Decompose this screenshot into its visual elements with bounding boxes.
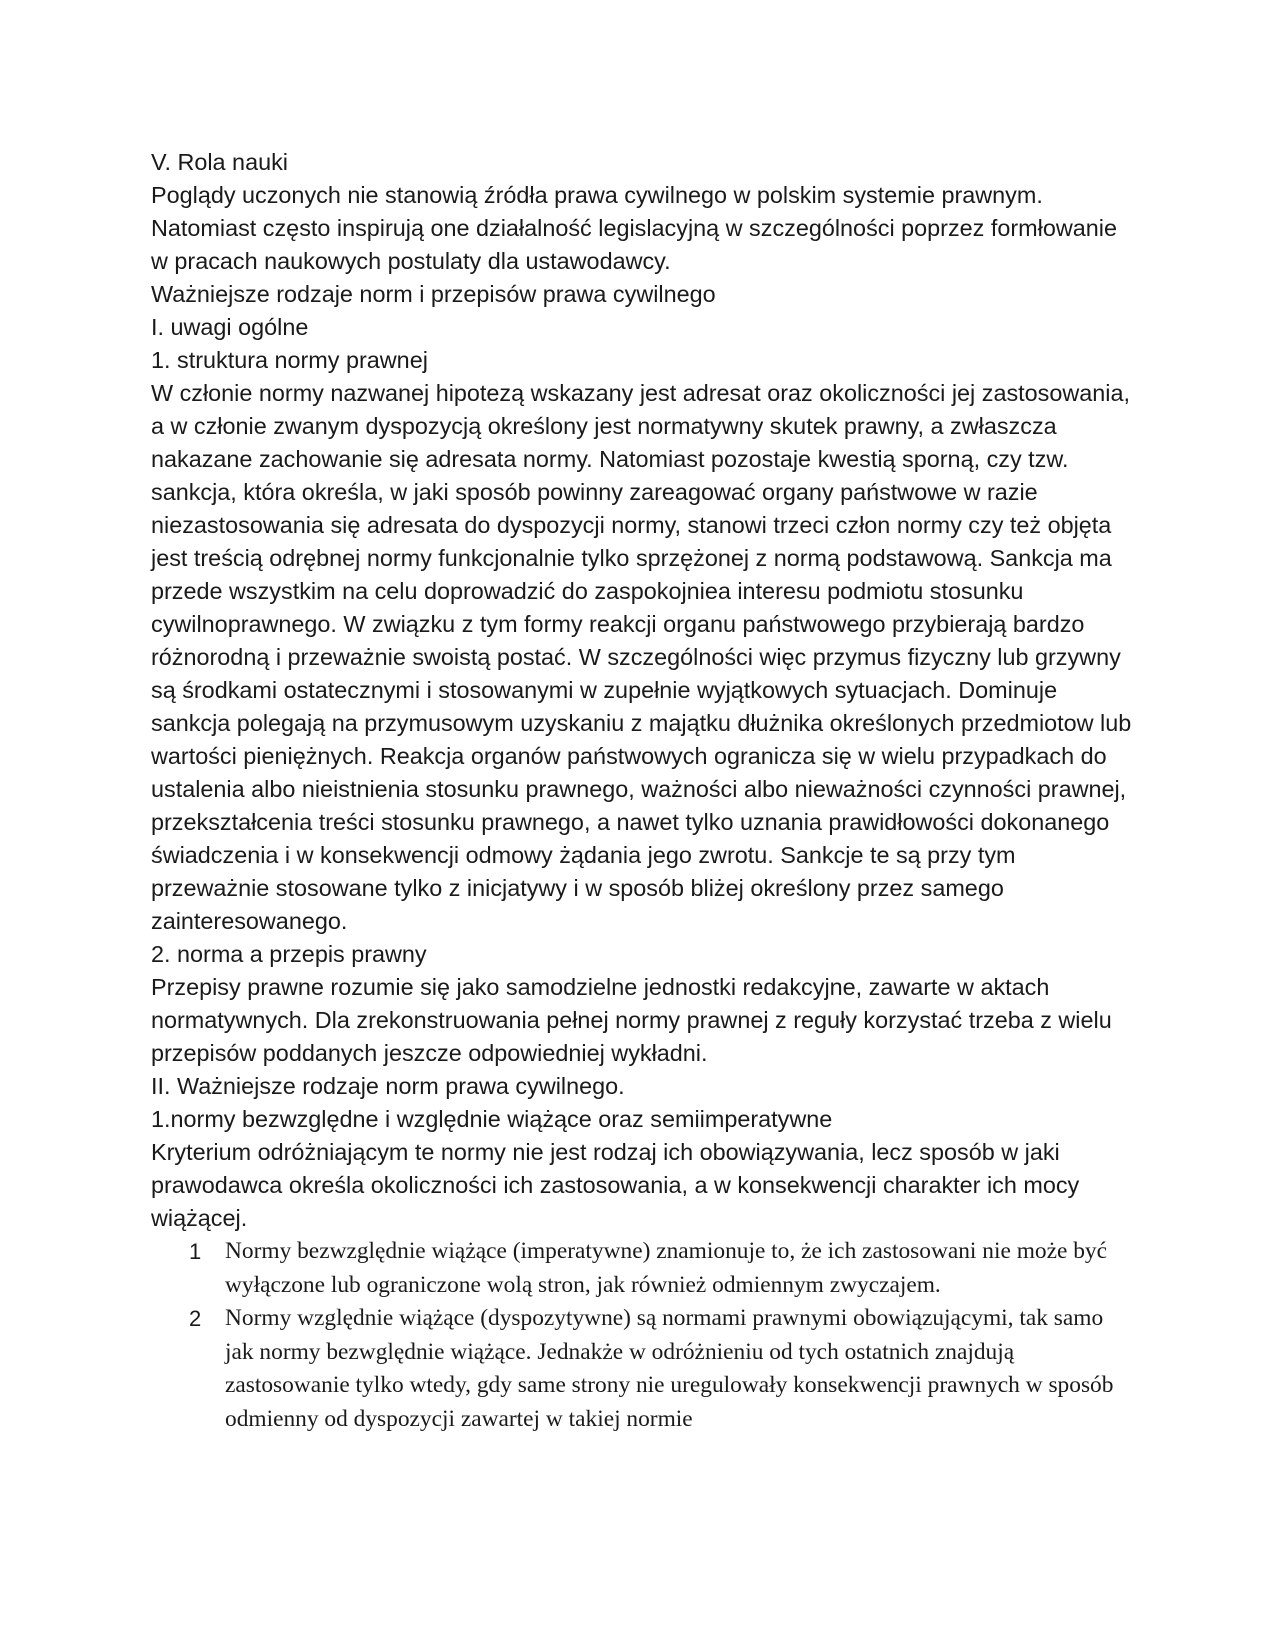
heading-norma-a-przepis: 2. norma a przepis prawny <box>151 941 427 967</box>
list-item-text: Normy bezwzględnie wiążące (imperatywne) znamionuje to, że ich zastosowani nie może być wyłączone lub ograniczone wolą stron, jak również odmiennym zwyczajem. <box>225 1238 1107 1298</box>
heading-struktura-normy: 1. struktura normy prawnej <box>151 347 428 373</box>
section-heading-rola-nauki: V. Rola nauki <box>151 149 288 175</box>
document-page <box>151 146 1136 1436</box>
list-item-text: Normy względnie wiążące (dyspozytywne) są normami prawnymi obowiązującymi, tak samo jak normy bezwględnie wiążące. Jednakże w odróżnieniu od tych ostatnich znajdują zastosowanie tylko wtedy, gdy same strony nie uregulowały konsekwencji prawnych w sposób odmienny od dyspozycji zawartej w takiej normie <box>225 1305 1114 1432</box>
list-item-number: 2 <box>189 1306 202 1331</box>
heading-uwagi-ogolne: I. uwagi ogólne <box>151 314 309 340</box>
paragraph-norma-a-przepis: Przepisy prawne rozumie się jako samodzielne jednostki redakcyjne, zawarte w aktach normatywnych. Dla zrekonstruowania pełnej normy prawnej z reguły korzystać trzeba z wielu przepisów poddanych jeszcze odpowiedniej wykładni. <box>151 974 1112 1066</box>
heading-rodzaje-norm: Ważniejsze rodzaje norm i przepisów prawa cywilnego <box>151 281 716 307</box>
heading-normy-bezwzgledne: 1.normy bezwzględne i względnie wiążące oraz semiimperatywne <box>151 1106 833 1132</box>
numbered-list <box>151 1235 1136 1436</box>
list-item-number: 1 <box>189 1239 202 1264</box>
heading-wazniejsze-rodzaje: II. Ważniejsze rodzaje norm prawa cywilnego. <box>151 1073 625 1099</box>
paragraph-rola-nauki: Poglądy uczonych nie stanowią źródła prawa cywilnego w polskim systemie prawnym. Natomiast często inspirują one działalność legislacyjną w szczególności poprzez formłowanie w pracach naukowych postulaty dla ustawodawcy. <box>151 182 1117 274</box>
list-item <box>151 1302 1136 1436</box>
list-item <box>151 1235 1136 1302</box>
paragraph-struktura-normy: W członie normy nazwanej hipotezą wskazany jest adresat oraz okoliczności jej zastosowania, a w członie zwanym dyspozycją określony jest normatywny skutek prawny, a zwłaszcza nakazane zachowanie się adresata normy. Natomiast pozostaje kwestią sporną, czy tzw. sankcja, która określa, w jaki sposób powinny zareagować organy państwowe w razie niezastosowania się adresata do dyspozycji normy, stanowi trzeci człon normy czy też objęta jest treścią odrębnej normy funkcjonalnie tylko sprzężonej z normą podstawową. Sankcja ma przede wszystkim na celu doprowadzić do zaspokojniea interesu podmiotu stosunku cywilnoprawnego. W związku z tym formy reakcji organu państwowego przybierają bardzo różnorodną i przeważnie swoistą postać. W szczególności więc przymus fizyczny lub grzywny są środkami ostatecznymi i stosowanymi w zupełnie wyjątkowych sytuacjach. Dominuje sankcja polegają na przymusowym uzyskaniu z majątku dłużnika określonych przedmiotow lub wartości pieniężnych. Reakcja organów państwowych ogranicza się w wielu przypadkach do ustalenia albo nieistnienia stosunku prawnego, ważności albo nieważności czynności prawnej, przekształcenia treści stosunku prawnego, a nawet tylko uznania prawidłowości dokonanego świadczenia i w konsekwencji odmowy żądania jego zwrotu. Sankcje te są przy tym przeważnie stosowane tylko z inicjatywy i w sposób bliżej określony przez samego zainteresowanego. <box>151 380 1132 934</box>
paragraph-kryterium: Kryterium odróżniającym te normy nie jest rodzaj ich obowiązywania, lecz sposób w jaki prawodawca określa okoliczności ich zastosowania, a w konsekwencji charakter ich mocy wiążącej. <box>151 1139 1080 1231</box>
